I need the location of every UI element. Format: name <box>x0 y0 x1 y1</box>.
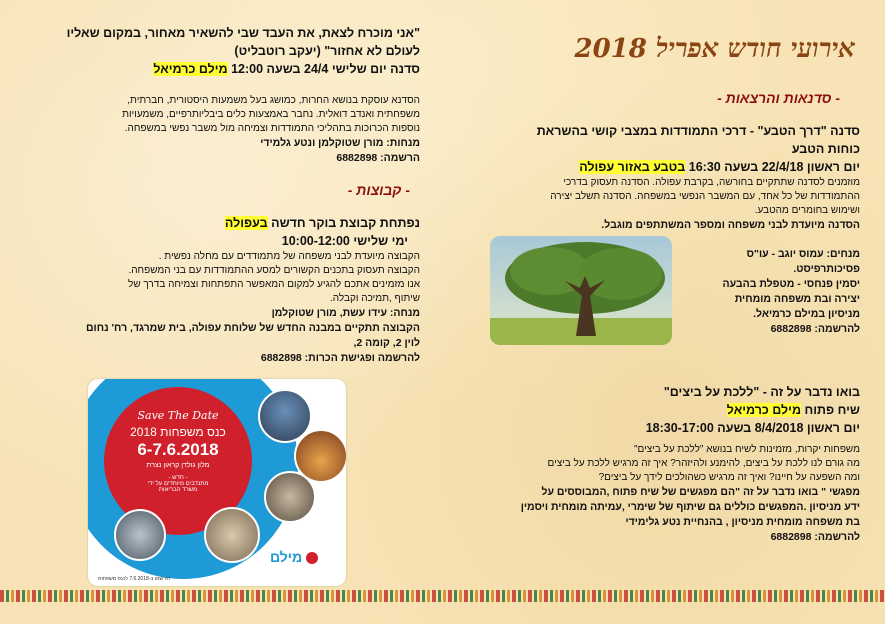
event-place: בטבע באזור עפולה <box>579 160 686 174</box>
quote-line-1: "אני מוכרח לצאת, את העבד שבי להשאיר מאחור, במקום שאליו <box>66 26 420 40</box>
workshop-date: סדנה יום שלישי 24/4 בשעה 12:00 מילם כרמיאל <box>153 62 420 76</box>
event-talk <box>460 383 860 437</box>
event-date: יום ראשון 22/4/18 בשעה 16:30 בטבע באזור עפולה <box>579 160 860 174</box>
poster-new: - חדש - <box>168 475 188 481</box>
poster-sub-2: משרד הבריאות <box>158 487 198 493</box>
event-note: הסדנה מיועדת לבני משפחה ומספר המשתתפים מוגבל. <box>601 219 860 231</box>
guide-2: פסיכותרפיסט. <box>793 263 860 275</box>
freedom-workshop <box>20 24 420 78</box>
guide-4: יצירה ובת משפחה מומחית <box>734 293 860 305</box>
section-title-groups: - קבוצות - <box>347 182 410 198</box>
poster-conf-title: כנס משפחות 2018 <box>130 425 226 439</box>
event-desc-1: מוזמנים לסדנה שתתקיים בחורשה, בקרבת עפולה. הסדנה תעסוק בדרכי <box>563 177 860 188</box>
poster-save-the-date: Save The Date <box>137 409 219 422</box>
poster-venue: מלון גולדן קראון נצרת <box>146 462 210 469</box>
guide-3: יסמין פנחסי - מטפלת בהבעה <box>722 278 860 290</box>
poster-photo-3 <box>264 471 316 523</box>
poster-photo-4 <box>204 507 260 563</box>
event-desc-3: ושימוש בחומרים מהטבע. <box>754 205 860 216</box>
talk-place-line: שיח פתוח מילם כרמיאל <box>726 403 860 417</box>
event-title: סדנה "דרך הטבע" - דרכי התמודדות במצבי קושי בהשראת <box>536 124 860 138</box>
group-desc-2: הקבוצה תעסוק בתכנים הקשורים למסע ההתמודדות עם בני המשפחה. <box>128 265 420 276</box>
group-place: בעפולה <box>224 216 268 230</box>
group-title: נפתחת קבוצת בוקר חדשה בעפולה <box>224 216 420 230</box>
group-location-1: הקבוצה תתקיים במבנה החדש של שלוחת עפולה, בית שמרגד, רח' נחום <box>86 322 420 334</box>
poster-logo: מילם <box>270 549 318 565</box>
talk-desc-3: ומה השפעה על חיינו? ואיך זה מרגיש כשהולכים לידך על ביצים? <box>598 472 860 483</box>
poster-photo-5 <box>114 509 166 561</box>
freedom-desc-2: משפחתית ואנדב דואלית. נחבר באמצעות כלים ביבליותרפיים, משמעויות <box>122 109 420 120</box>
freedom-desc-3: נוספות הכרוכות בתהליכי התמודדות וצמיחה מול משבר נפשי במשפחה. <box>124 123 420 134</box>
group-desc-3: אנו מזמינים אתכם להגיע למקום המאפשר התפתחות וצמיחה בדרך של <box>128 279 420 290</box>
guide-5: מניסיון במילם כרמיאל. <box>753 308 860 320</box>
group-location-2: לוין 2, קומה 2, <box>353 337 420 349</box>
milam-logo-icon <box>306 552 318 564</box>
talk-body-2: ידע מניסיון .המפגשים כוללים גם שיתוף של שימרי ,עמיתה מומחית ויסמין <box>520 501 860 513</box>
freedom-desc-1: הסדנא עוסקת בנושא החרות, כמושג בעל משמעות היסטורית, חברתית, <box>127 95 420 106</box>
tree-image <box>490 236 672 345</box>
page-title: אירועי חודש אפריל 2018 <box>574 34 855 64</box>
event-desc-2: ההתמודדות של כל אחד, עם המשבר הנפשי במשפחה. הסדנה תשלב יצירה <box>550 191 860 202</box>
event-title-2: כוחות הטבע <box>791 142 860 156</box>
guide-1: מנחים: עמוס יוגב - עו"ס <box>746 248 860 260</box>
freedom-guides: מנחות: מורן שטוקלמן ונטע גלמידי <box>260 137 420 149</box>
workshop-place: מילם כרמיאל <box>153 62 228 76</box>
group-time: ימי שלישי 10:00-12:00 <box>281 234 408 248</box>
conference-poster <box>88 379 346 586</box>
quote-line-2: לעולם לא אחזור" (יעקב רוטבליט) <box>234 44 420 58</box>
talk-place: מילם כרמיאל <box>726 403 802 417</box>
event-nature-workshop <box>460 122 860 233</box>
poster-dates: 6-7.6.2018 <box>137 440 219 459</box>
section-title-workshops: - סדנאות והרצאות - <box>717 90 840 106</box>
talk-body-3: בת משפחה מומחית מניסיון , בהנחיית נטע גלימידי <box>625 516 860 528</box>
group-desc-4: שיתוף ,תמיכה וקבלה. <box>329 293 420 304</box>
talk-body-1: מפגשי " בואו נדבר על זה "הם מפגשים של שיח פתוח ,המבוססים על <box>541 486 860 498</box>
group-desc-1: הקבוצה מיועדת לבני משפחה של מתמודדים עם מחלה נפשית . <box>158 251 420 262</box>
group-register: להרשמה ופגישת הכרות: 6882898 <box>260 352 420 364</box>
talk-desc <box>455 443 860 545</box>
talk-desc-1: משפחות יקרות, מזמינות לשיח בנושא "ללכת על ביצים" <box>633 444 860 455</box>
poster-sub-1: מתנדבים מיוחדים על ידי <box>147 481 209 487</box>
groups-event <box>20 214 420 366</box>
talk-date: יום ראשון 8/4/2018 בשעה 18:30-17:00 <box>645 421 860 435</box>
poster-footer: הירשמו ב-7.6.2018 לכנס משפחות <box>98 576 171 582</box>
decorative-border <box>0 590 885 602</box>
group-guide: מנחה: עידו עשת, מורן שטוקלמן <box>271 307 420 319</box>
freedom-desc <box>20 94 420 166</box>
event-guides <box>680 247 860 337</box>
freedom-register: הרשמה: 6882898 <box>336 152 420 164</box>
guide-6: להרשמה: 6882898 <box>770 323 860 335</box>
talk-title: בואו נדבר על זה - "ללכת על ביצים" <box>663 385 860 399</box>
talk-register: להרשמה: 6882898 <box>770 531 860 543</box>
talk-desc-2: מה גורם לנו ללכת על ביצים, להימנע ולהיזהר? איך זה מרגיש ללכת על ביצים <box>547 458 860 469</box>
